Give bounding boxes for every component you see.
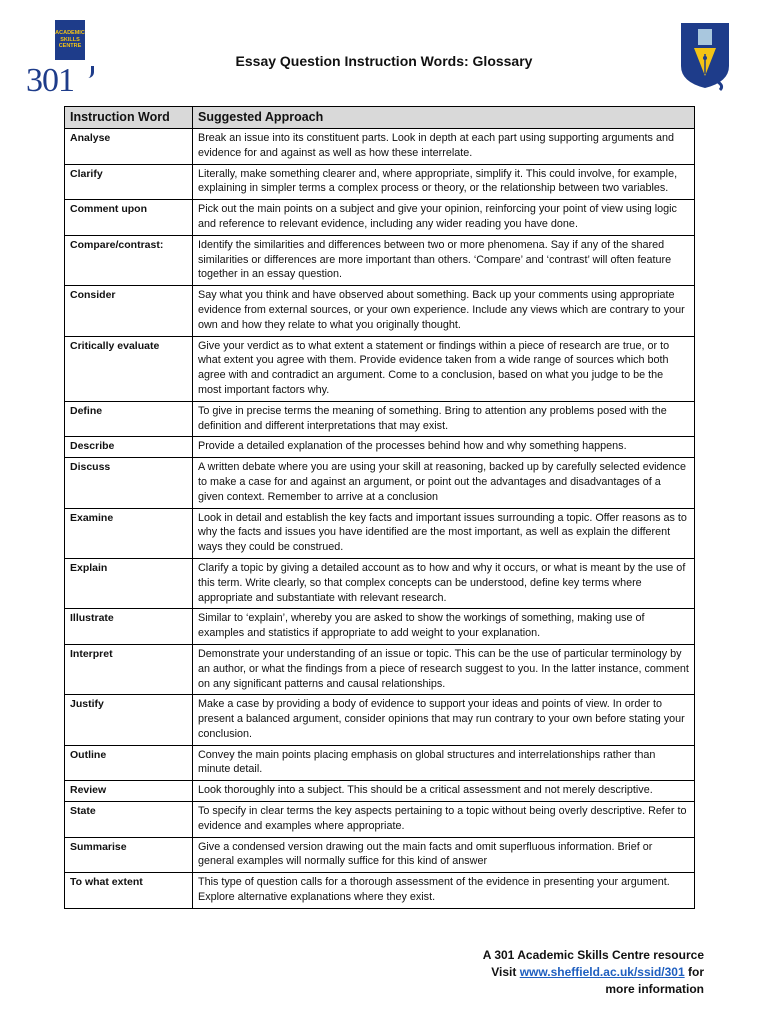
table-row xyxy=(65,609,695,645)
table-row xyxy=(65,837,695,873)
instruction-word-cell: Interpret xyxy=(65,644,193,694)
suggested-approach-cell: Similar to ‘explain’, whereby you are asked to show the workings of something, making use of examples and statistics if appropriate to add weight to your explanation. xyxy=(193,609,695,645)
suggested-approach-cell: Literally, make something clearer and, where appropriate, simplify it. This could involve, for example, explaining in simpler terms a complex process or theory, or the relationship between two variables. xyxy=(193,164,695,200)
column-header-suggested-approach: Suggested Approach xyxy=(193,107,695,129)
instruction-word-cell: Summarise xyxy=(65,837,193,873)
suggested-approach-cell: This type of question calls for a thorough assessment of the evidence in presenting your argument. Explore alternative explanations where they exist. xyxy=(193,873,695,909)
footer-link[interactable]: www.sheffield.ac.uk/ssid/301 xyxy=(519,965,685,979)
instruction-word-cell: Consider xyxy=(65,286,193,336)
instruction-word-cell: Explain xyxy=(65,558,193,608)
table-row xyxy=(65,401,695,437)
pen-nib-shield-icon xyxy=(680,22,730,92)
suggested-approach-cell: Give your verdict as to what extent a statement or findings within a piece of research are true, or to what extent you agree with them. Provide evidence taken from a wide range of sources which both agree with and contradict an argument. Come to a conclusion, based on what you judge to be the most important factors why. xyxy=(193,336,695,401)
instruction-word-cell: Comment upon xyxy=(65,200,193,236)
suggested-approach-cell: Break an issue into its constituent parts. Look in depth at each part using supporting arguments and evidence for and against as well as how these interrelate. xyxy=(193,129,695,165)
instruction-word-cell: Outline xyxy=(65,745,193,781)
column-header-instruction-word: Instruction Word xyxy=(65,107,193,129)
instruction-word-cell: Define xyxy=(65,401,193,437)
table-row xyxy=(65,508,695,558)
instruction-word-cell: Examine xyxy=(65,508,193,558)
suggested-approach-cell: Convey the main points placing emphasis on global structures and interrelationships rather than minute detail. xyxy=(193,745,695,781)
instruction-word-cell: Analyse xyxy=(65,129,193,165)
table-row xyxy=(65,129,695,165)
suggested-approach-cell: Look in detail and establish the key facts and important issues surrounding a topic. Offer reasons as to why the facts and issues you have identified are the most important, as well as explain the different ways they could be construed. xyxy=(193,508,695,558)
instruction-word-cell: Compare/contrast: xyxy=(65,235,193,285)
footer-more-info-line: more information xyxy=(605,982,704,996)
table-row xyxy=(65,235,695,285)
table-row xyxy=(65,458,695,508)
footer-visit-line: Visit www.sheffield.ac.uk/ssid/301 for xyxy=(491,965,704,979)
suggested-approach-cell: Identify the similarities and differences between two or more phenomena. Say if any of the shared similarities or differences are more important than others. ‘Compare’ and ‘contrast’ will often feature together in an essay question. xyxy=(193,235,695,285)
instruction-word-cell: Illustrate xyxy=(65,609,193,645)
instruction-word-cell: Critically evaluate xyxy=(65,336,193,401)
table-row xyxy=(65,437,695,458)
suggested-approach-cell: To specify in clear terms the key aspects pertaining to a topic without being overly descriptive. Refer to evidence and examples where appropriate. xyxy=(193,802,695,838)
table-row xyxy=(65,781,695,802)
logo-box: ACADEMIC SKILLS CENTRE xyxy=(55,20,85,60)
table-row xyxy=(65,802,695,838)
footer-resource-line: A 301 Academic Skills Centre resource xyxy=(482,948,704,962)
instruction-word-cell: State xyxy=(65,802,193,838)
page-title: Essay Question Instruction Words: Glossary xyxy=(235,53,533,69)
instruction-word-cell: Clarify xyxy=(65,164,193,200)
suggested-approach-cell: Give a condensed version drawing out the main facts and omit superfluous information. Brief or general examples will normally suffice for this kind of answer xyxy=(193,837,695,873)
suggested-approach-cell: Clarify a topic by giving a detailed account as to how and why it occurs, or what is meant by the use of this term. Write clearly, so that complex concepts can be understood, define key terms where appropriate and substantiate with relevant research. xyxy=(193,558,695,608)
instruction-word-cell: Review xyxy=(65,781,193,802)
suggested-approach-cell: To give in precise terms the meaning of something. Bring to attention any problems posed with the definition and different interpretations that may exist. xyxy=(193,401,695,437)
instruction-word-cell: Describe xyxy=(65,437,193,458)
glossary-table xyxy=(64,106,695,909)
table-row xyxy=(65,695,695,745)
glossary-body xyxy=(65,129,695,909)
suggested-approach-cell: Make a case by providing a body of evidence to support your ideas and points of view. In order to present a balanced argument, consider opinions that may run contrary to your own before stating your conclusion. xyxy=(193,695,695,745)
table-row xyxy=(65,558,695,608)
footer xyxy=(483,947,704,998)
instruction-word-cell: To what extent xyxy=(65,873,193,909)
logo-number: 301 xyxy=(26,62,74,99)
instruction-word-cell: Justify xyxy=(65,695,193,745)
suggested-approach-cell: Pick out the main points on a subject and give your opinion, reinforcing your point of view using logic and reference to relevant evidence, including any wider reading you have done. xyxy=(193,200,695,236)
table-row xyxy=(65,745,695,781)
table-row xyxy=(65,164,695,200)
table-row xyxy=(65,873,695,909)
suggested-approach-cell: Provide a detailed explanation of the processes behind how and why something happens. xyxy=(193,437,695,458)
table-row xyxy=(65,286,695,336)
suggested-approach-cell: Demonstrate your understanding of an issue or topic. This can be the use of particular terminology by an author, or what the findings from a piece of research suggest to you. In the latter instance, comment on any significant patterns and causal relationships. xyxy=(193,644,695,694)
suggested-approach-cell: Say what you think and have observed about something. Back up your comments using appropriate evidence from external sources, or your own experience. Include any views which are contrary to your own and how they relate to what you originally thought. xyxy=(193,286,695,336)
table-row xyxy=(65,336,695,401)
table-header-row xyxy=(65,107,695,129)
table-row xyxy=(65,200,695,236)
table-row xyxy=(65,644,695,694)
instruction-word-cell: Discuss xyxy=(65,458,193,508)
suggested-approach-cell: A written debate where you are using your skill at reasoning, backed up by carefully selected evidence to make a case for and against an argument, or point out the advantages and disadvantages of a given context. Remember to arrive at a conclusion xyxy=(193,458,695,508)
suggested-approach-cell: Look thoroughly into a subject. This should be a critical assessment and not merely descriptive. xyxy=(193,781,695,802)
